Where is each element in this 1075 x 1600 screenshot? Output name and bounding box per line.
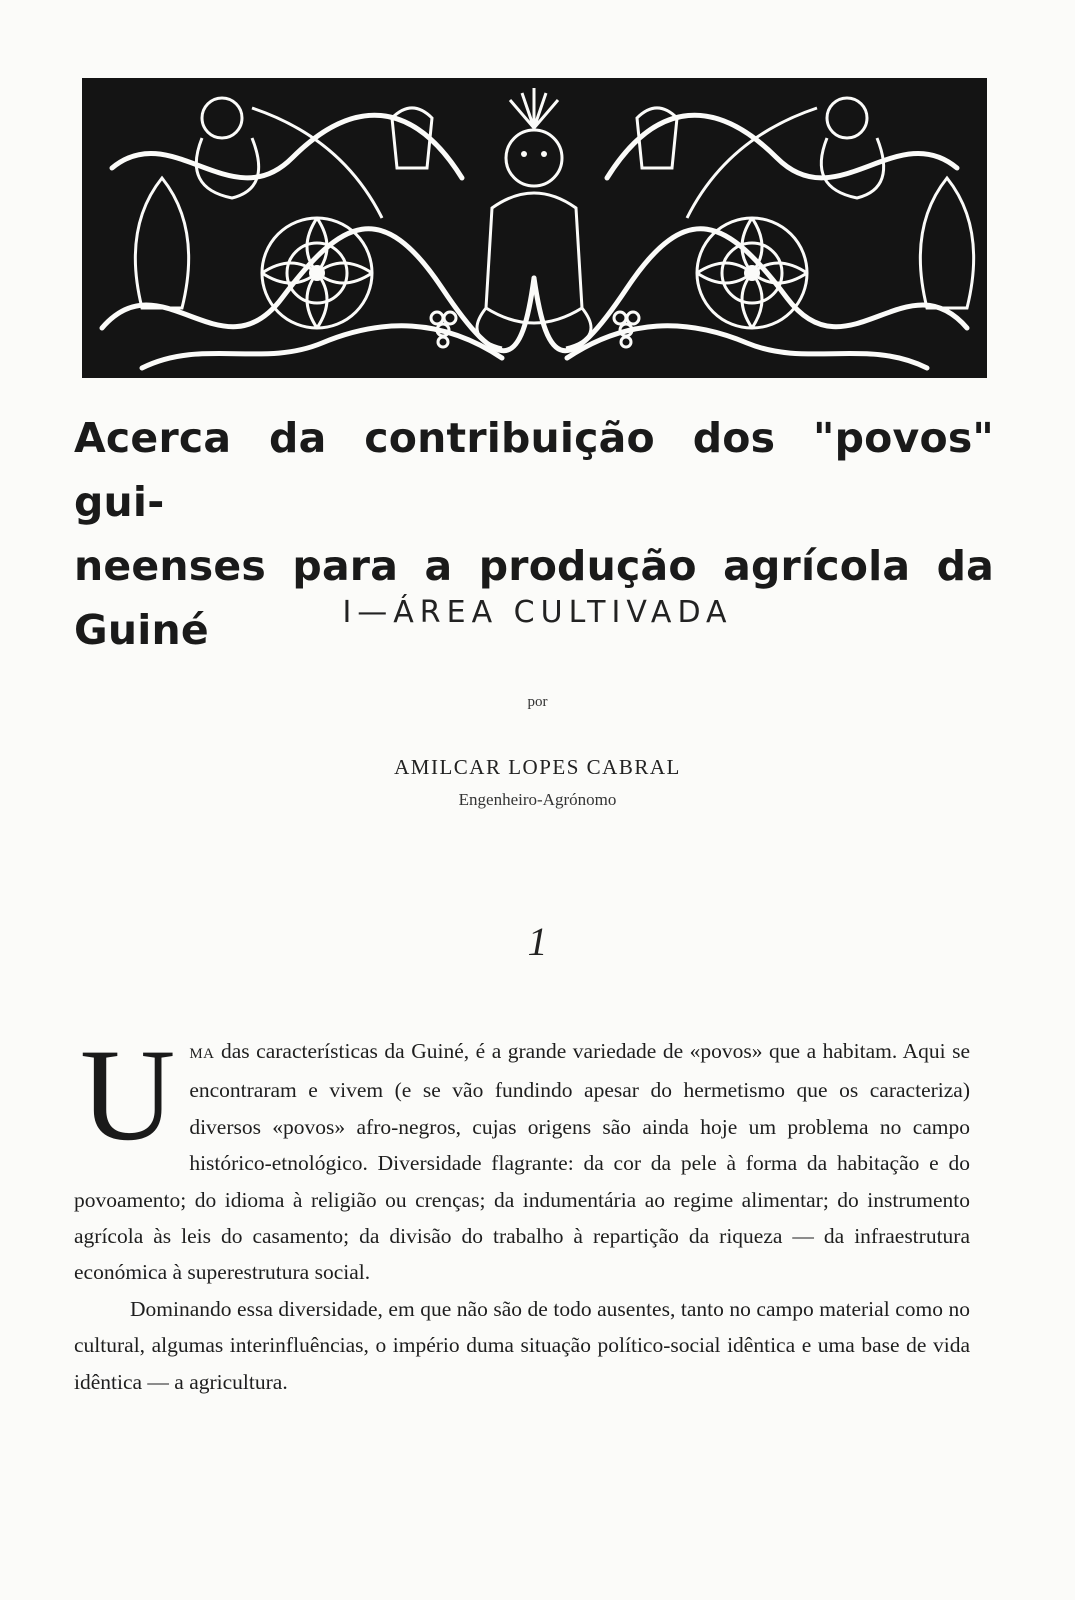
author-role: Engenheiro-Agrónomo	[458, 790, 617, 809]
section-heading: I—ÁREA CULTIVADA	[342, 595, 733, 630]
drop-cap: U	[80, 1021, 176, 1168]
article-title-line-2: neenses para a produção agrícola da Guiné	[74, 542, 994, 654]
chapter-number: 1	[527, 919, 548, 964]
paragraph	[74, 1021, 970, 1291]
paragraph	[74, 1291, 970, 1400]
article-body	[74, 1021, 970, 1400]
paragraph-text: das características da Guiné, é a grande variedade de «povos» que a habitam. Aqui se encontraram e vivem (e se vão fundindo apesar do hermetismo que os caracteriza) diversos «povos» afro-negros, cujas origens são ainda hoje um problema no campo histórico-etnológico. Diversidade flagrante: da cor da pele à forma da habitação e do povoamento; do idioma à religião ou crenças; da indumentária ao regime alimentar; do instrumento agrícola às leis do casamento; da divisão do trabalho à repartição da riqueza — da infraestrutura económica à superestrutura social.	[74, 1039, 970, 1285]
article-title-line-1: Acerca da contribuição dos "povos" gui-	[74, 414, 994, 526]
byline-por: por	[527, 694, 548, 710]
paragraph-smallcaps-lead: MA	[189, 1046, 215, 1062]
woodcut-ornament-icon	[82, 78, 987, 378]
paragraph-text: Dominando essa diversidade, em que não são de todo ausentes, tanto no campo material como no cultural, algumas interinfluências, o império duma situação político-social idêntica e uma base de vida idêntica — a agricultura.	[74, 1296, 970, 1394]
author-name: AMILCAR LOPES CABRAL	[394, 755, 681, 779]
